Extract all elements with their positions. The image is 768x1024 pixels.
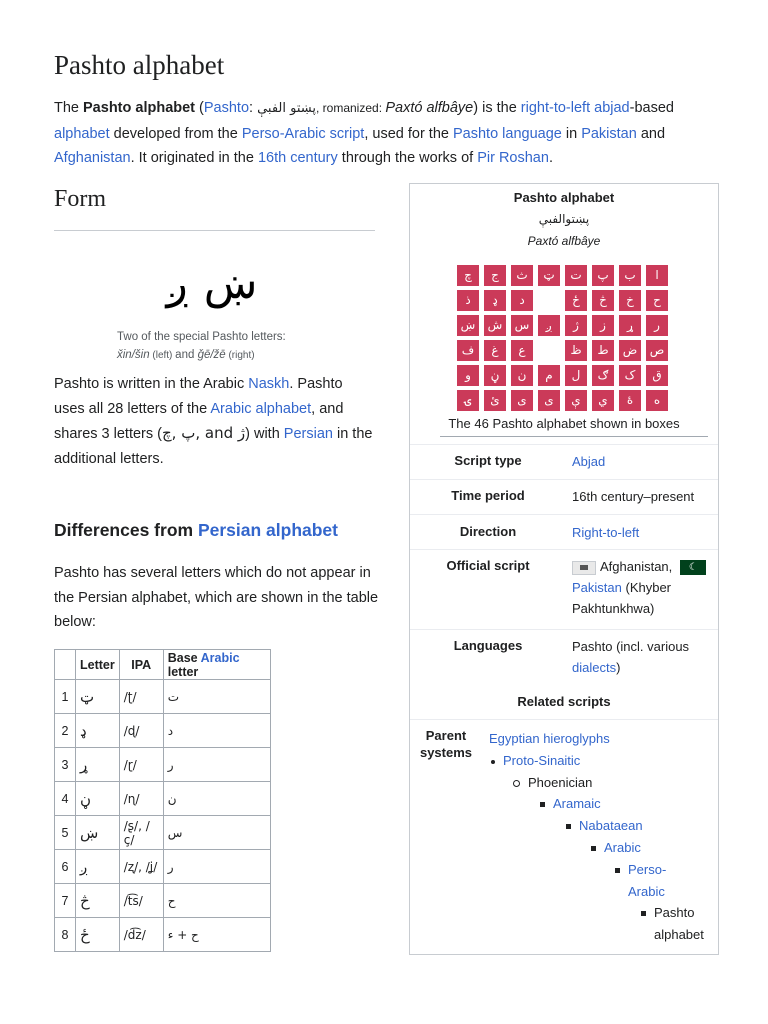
caption-position: (left): [149, 350, 176, 361]
special-letters-image[interactable]: [150, 252, 274, 312]
official-script-value: [572, 556, 714, 619]
alphabet-cell: ص: [646, 340, 668, 361]
row-time-period: [410, 479, 718, 515]
shared-letters: پ ,چ, and ژ: [162, 424, 246, 442]
pashto-alphabet-text: alphabet: [654, 927, 704, 942]
alphabet-cell: ث: [511, 265, 533, 286]
right-to-left-link[interactable]: right-to-left: [520, 100, 591, 116]
intro-text: in: [561, 125, 582, 142]
row-number: 8: [55, 918, 76, 952]
related-scripts-heading: Related scripts: [517, 694, 611, 709]
caption-position: (right): [225, 350, 255, 361]
alphabet-cell: ې: [565, 390, 587, 411]
alphabet-cell: چ: [457, 265, 479, 286]
alphabet-cell: ل: [565, 365, 587, 386]
row-base-letter: د: [163, 714, 270, 748]
alphabet-cell: ن: [511, 365, 533, 386]
alphabet-cell: ز: [592, 315, 614, 336]
right-to-left-link[interactable]: Right-to-left: [572, 525, 640, 540]
intro-paragraph: [54, 96, 714, 171]
row-number: 6: [55, 850, 76, 884]
arabic-link[interactable]: Arabic: [200, 650, 240, 665]
alphabet-cell: ى: [511, 390, 533, 411]
row-letter: ږ: [76, 850, 120, 884]
infobox-romanization: Paxtó alfbâye: [527, 234, 601, 248]
bullet-icon: [491, 760, 495, 764]
persian-link[interactable]: Persian: [283, 426, 333, 442]
intro-bold-term: Pashto alphabet: [83, 100, 196, 116]
row-number: 4: [55, 782, 76, 816]
pakistan-link[interactable]: Pakistan: [581, 125, 637, 142]
alphabet-cell: ج: [484, 265, 506, 286]
row-letter: ډ: [76, 714, 120, 748]
bullet-icon: [641, 911, 646, 916]
row-number: 3: [55, 748, 76, 782]
intro-native-script: پښتو الفبې: [257, 101, 316, 116]
bullet-icon: [615, 868, 620, 873]
infobox-title: Pashto alphabet: [513, 190, 615, 205]
alphabet-cell: ذ: [457, 290, 479, 311]
alphabet-cell: م: [538, 365, 560, 386]
tree-item-pashto: [641, 902, 704, 946]
alphabet-cell: خ: [619, 290, 641, 311]
heading-text: Differences from: [54, 520, 198, 540]
alphabet-cell: ژ: [565, 315, 587, 336]
intro-romanization: Paxtó alfbâye: [385, 100, 474, 116]
intro-text: , romanized:: [316, 101, 386, 115]
intro-text: (: [195, 100, 204, 116]
arabic-link[interactable]: Arabic: [604, 840, 641, 855]
infobox-native-name: پښتوالفبې: [538, 212, 590, 226]
tree-item-perso-arabic: [615, 859, 666, 903]
tree-item-aramaic: [540, 793, 601, 815]
alphabet-cell: ړ: [619, 315, 641, 336]
alphabet-cell: س: [511, 315, 533, 336]
alphabet-cell: ۀ: [619, 390, 641, 411]
alphabet-cell: ځ: [565, 290, 587, 311]
pashto-link[interactable]: Pashto: [203, 100, 250, 116]
perso-arabic-link[interactable]: Perso-: [628, 862, 667, 877]
bullet-icon: [591, 846, 596, 851]
direction-value: [572, 522, 714, 543]
header-base: [163, 650, 270, 680]
caption-letter-a: x̌in/šin: [117, 349, 150, 361]
pashto-language-link[interactable]: Pashto language: [453, 125, 562, 142]
intro-text: through the works of: [337, 150, 478, 166]
languages-label: Languages: [453, 638, 523, 653]
form-text: . Pashto uses all 28 letters of the: [54, 376, 343, 417]
alphabet-cell: ح: [646, 290, 668, 311]
row-letter: ښ: [76, 816, 120, 850]
row-base-letter: ت: [163, 680, 270, 714]
alphabet-cell: ښ: [457, 315, 479, 336]
differences-heading: [54, 520, 338, 541]
row-direction: [410, 514, 718, 550]
parent-systems-label: Parent systems: [419, 728, 473, 760]
table-row: [55, 748, 271, 782]
tree-item-nabataean: [566, 815, 643, 837]
alphabet-cell: ت: [565, 265, 587, 286]
bullet-icon: [513, 780, 520, 787]
row-number: 1: [55, 680, 76, 714]
header-number: [55, 650, 76, 680]
row-base-letter: ن: [163, 782, 270, 816]
abjad-link[interactable]: Abjad: [572, 454, 606, 469]
bullet-icon: [566, 824, 571, 829]
row-script-type: [410, 444, 718, 480]
form-text: ) with: [245, 426, 284, 442]
script-type-value: [572, 451, 714, 472]
grid-caption: The 46 Pashto alphabet shown in boxes: [448, 416, 680, 431]
egyptian-hieroglyphs-link[interactable]: Egyptian hieroglyphs: [489, 731, 610, 746]
row-base-letter: ح: [163, 884, 270, 918]
header-letter: Letter: [76, 650, 120, 680]
alphabet-cell: ټ: [538, 265, 560, 286]
special-letters-text: ښ ږ: [166, 258, 258, 309]
intro-text: ) is the: [473, 100, 521, 116]
row-number: 5: [55, 816, 76, 850]
nabataean-link[interactable]: Nabataean: [579, 818, 643, 833]
intro-text: The: [54, 100, 84, 116]
alphabet-cell: ي: [592, 390, 614, 411]
tree-item-proto-sinaitic: [491, 750, 580, 772]
figure-caption: [117, 328, 347, 365]
header-base-text: Base: [167, 650, 201, 665]
pakistan-link[interactable]: Pakistan: [572, 580, 622, 595]
row-base-letter: ح + ء: [163, 918, 270, 952]
alphabet-cell: ظ: [565, 340, 587, 361]
alphabet-cell: ق: [646, 365, 668, 386]
alphabet-cell: ش: [484, 315, 506, 336]
table-row: [55, 884, 271, 918]
intro-text: developed from the: [109, 125, 242, 142]
row-letter: ړ: [76, 748, 120, 782]
time-period-value: 16th century–present: [572, 489, 695, 504]
row-base-letter: ر: [163, 748, 270, 782]
form-text: , and shares 3 letters (: [54, 400, 344, 442]
form-section-heading: Form: [54, 186, 107, 212]
row-ipa: /ʂ/, /ç/: [119, 816, 163, 850]
table-row: [55, 850, 271, 884]
row-letter: ڼ: [76, 782, 120, 816]
row-ipa: /ɳ/: [119, 782, 163, 816]
row-letter: ځ: [76, 918, 120, 952]
perso-arabic-link[interactable]: Arabic: [628, 884, 665, 899]
time-period-label: Time period: [451, 488, 525, 503]
intro-text: -based: [629, 100, 674, 116]
alphabet-cell: غ: [484, 340, 506, 361]
pakistan-flag-icon: ☾: [680, 560, 706, 575]
row-ipa: /ɽ/: [119, 748, 163, 782]
row-ipa: /d͡z/: [119, 918, 163, 952]
row-languages: [410, 629, 718, 688]
caption-letter-b: ǧē/žē: [197, 349, 226, 361]
alphabet-cell: ئ: [484, 390, 506, 411]
row-ipa: /t͡s/: [119, 884, 163, 918]
intro-text: . It originated in the: [130, 150, 258, 166]
related-divider: [410, 719, 718, 720]
alphabet-cell: ف: [457, 340, 479, 361]
alphabet-cell: ک: [619, 365, 641, 386]
intro-text: :: [249, 100, 258, 116]
row-ipa: /ɖ/: [119, 714, 163, 748]
tree-item-phoenician: [513, 772, 592, 794]
table-row: [55, 918, 271, 952]
tree-item-egyptian: [489, 728, 610, 750]
section-divider: [54, 230, 375, 231]
row-number: 2: [55, 714, 76, 748]
table-row: [55, 816, 271, 850]
header-base-text: letter: [167, 664, 199, 679]
script-type-label: Script type: [454, 453, 522, 468]
pashto-alphabet-text: Pashto: [654, 905, 695, 920]
languages-value: [572, 636, 714, 678]
table-header-row: [55, 650, 271, 680]
abjad-link[interactable]: abjad: [594, 100, 630, 116]
table-row: [55, 714, 271, 748]
afghanistan-flag-icon: [572, 561, 596, 575]
intro-text: and: [636, 125, 666, 142]
row-base-letter: ر: [163, 850, 270, 884]
alphabet-cell: ګ: [592, 365, 614, 386]
alphabet-grid-image[interactable]: [457, 265, 673, 415]
alphabet-cell: ی: [538, 390, 560, 411]
alphabet-cell: پ: [592, 265, 614, 286]
intro-text: , used for the: [364, 125, 453, 142]
pir-roshan-link[interactable]: Pir Roshan: [477, 150, 549, 166]
alphabet-cell: ا: [646, 265, 668, 286]
alphabet-cell: ڼ: [484, 365, 506, 386]
languages-text: ): [616, 660, 621, 675]
alphabet-cell: څ: [592, 290, 614, 311]
official-script-label: Official script: [446, 558, 530, 573]
alphabet-cell: ض: [619, 340, 641, 361]
alphabet-cell: د: [511, 290, 533, 311]
caption-text: and: [175, 349, 198, 361]
languages-text: Pashto (incl. various: [572, 639, 690, 654]
table-row: [55, 680, 271, 714]
caption-divider: [440, 436, 708, 437]
tree-item-arabic: [591, 837, 641, 859]
page-title: Pashto alphabet: [54, 50, 225, 80]
form-text: Pashto is written in the Arabic: [54, 376, 249, 392]
caption-text: Two of the special Pashto letters:: [117, 331, 286, 343]
proto-sinaitic-link[interactable]: Proto-Sinaitic: [503, 753, 581, 768]
header-ipa: IPA: [119, 650, 163, 680]
special-letters-glyph: [150, 252, 274, 312]
persian-alphabet-link[interactable]: Persian alphabet: [197, 520, 338, 540]
dialects-link[interactable]: dialects: [572, 660, 617, 675]
alphabet-link[interactable]: alphabet: [54, 125, 110, 142]
arabic-alphabet-link[interactable]: Arabic alphabet: [210, 400, 312, 417]
alphabet-cell: ۍ: [457, 390, 479, 411]
alphabet-cell: ع: [511, 340, 533, 361]
infobox: [409, 183, 719, 955]
alphabet-cell: ر: [646, 315, 668, 336]
form-paragraph: [54, 372, 374, 471]
row-base-letter: س: [163, 816, 270, 850]
row-letter: څ: [76, 884, 120, 918]
row-ipa: /ʈ/: [119, 680, 163, 714]
bullet-icon: [540, 802, 545, 807]
aramaic-link[interactable]: Aramaic: [553, 796, 601, 811]
alphabet-cell: ط: [592, 340, 614, 361]
direction-label: Direction: [459, 524, 517, 539]
phoenician-text: Phoenician: [528, 775, 593, 790]
table-row: [55, 782, 271, 816]
form-text: in the additional letters.: [54, 426, 373, 467]
alphabet-cell: و: [457, 365, 479, 386]
region-text: (Khyber Pakhtunkhwa): [572, 580, 672, 616]
naskh-link[interactable]: Naskh: [248, 376, 290, 392]
row-official-script: [410, 549, 718, 630]
row-ipa: /ʐ/, /ʝ/: [119, 850, 163, 884]
16th-century-link[interactable]: 16th century: [257, 150, 338, 166]
alphabet-cell: ه: [646, 390, 668, 411]
afghanistan-link[interactable]: Afghanistan: [54, 150, 131, 166]
afghanistan-text: Afghanistan,: [600, 559, 673, 574]
row-letter: ټ: [76, 680, 120, 714]
intro-text: .: [548, 150, 553, 166]
alphabet-cell: ب: [619, 265, 641, 286]
row-number: 7: [55, 884, 76, 918]
letters-table: [54, 649, 271, 952]
alphabet-cell: ډ: [484, 290, 506, 311]
perso-arabic-script-link[interactable]: Perso-Arabic script: [241, 125, 365, 142]
alphabet-cell: ږ: [538, 315, 560, 336]
differences-paragraph: Pashto has several letters which do not appear in the Persian alphabet, which are shown in the table below:: [54, 565, 379, 630]
